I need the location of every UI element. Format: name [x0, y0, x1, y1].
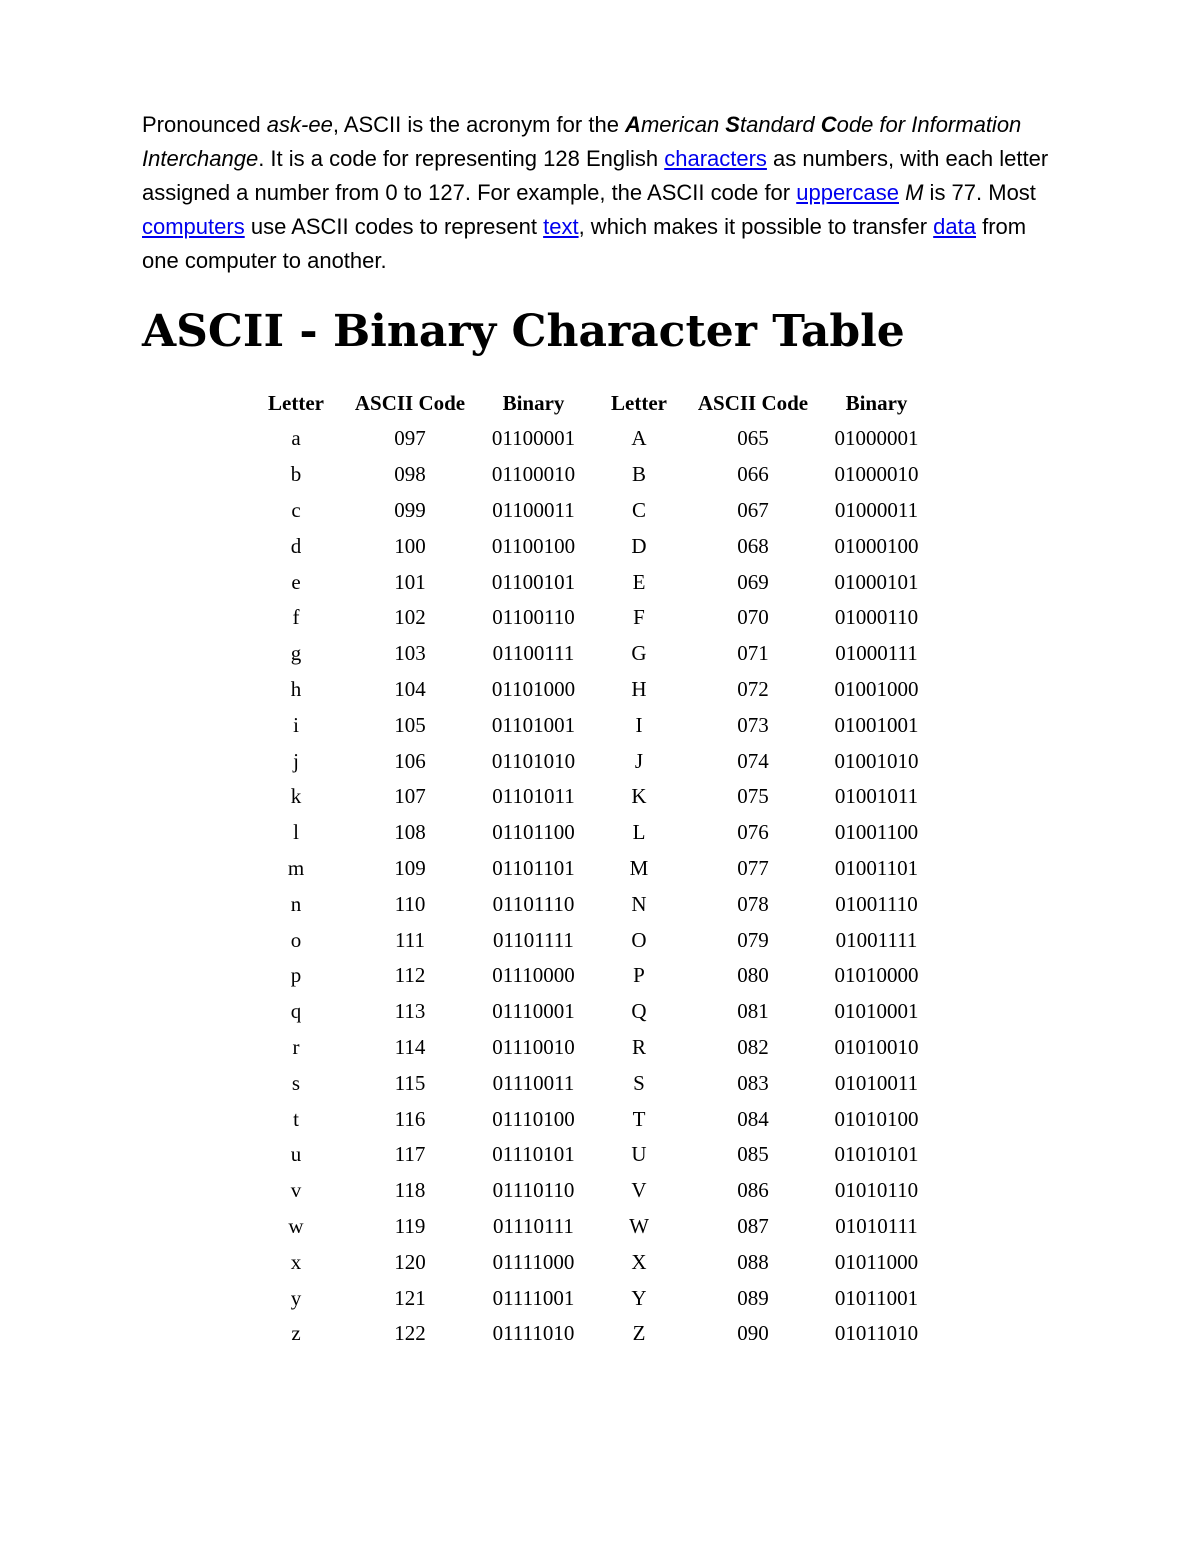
lowercase-letter: j — [293, 748, 299, 773]
lowercase-letter: r — [292, 1034, 300, 1059]
uppercase-binary: 01001010 — [834, 748, 919, 773]
table-row — [248, 1280, 934, 1316]
lowercase-letter: n — [290, 891, 302, 916]
uppercase-letter: P — [633, 963, 645, 988]
uppercase-ascii-code: 069 — [737, 569, 769, 594]
lowercase-letter: g — [290, 641, 302, 666]
intro-text: use ASCII codes to represent — [244, 214, 544, 239]
uppercase-binary: 01001100 — [834, 820, 919, 845]
uppercase-binary: 01000001 — [834, 426, 919, 451]
uppercase-ascii-code: 066 — [737, 462, 769, 487]
uppercase-letter: U — [631, 1142, 647, 1167]
link-computers[interactable]: computers — [142, 214, 245, 239]
uppercase-binary: 01010101 — [834, 1142, 919, 1167]
uppercase-letter: G — [631, 641, 647, 666]
lowercase-binary: 01110110 — [492, 1178, 575, 1203]
lowercase-letter: k — [290, 784, 302, 809]
lowercase-binary: 01110000 — [492, 963, 575, 988]
lowercase-ascii-code: 102 — [394, 605, 426, 630]
lowercase-letter: e — [291, 569, 301, 594]
uppercase-letter: O — [631, 927, 647, 952]
lowercase-binary: 01100011 — [492, 497, 575, 522]
lowercase-letter: u — [290, 1142, 302, 1167]
table-row — [248, 672, 934, 708]
lowercase-ascii-code: 107 — [394, 784, 426, 809]
table-row — [248, 886, 934, 922]
uppercase-binary: 01011001 — [834, 1285, 919, 1310]
uppercase-binary: 01011010 — [834, 1321, 919, 1346]
lowercase-letter: o — [290, 927, 302, 952]
lowercase-binary: 01101100 — [492, 820, 575, 845]
table-row — [248, 1065, 934, 1101]
lowercase-ascii-code: 105 — [394, 712, 426, 737]
lowercase-letter: b — [290, 462, 302, 487]
table-row — [248, 707, 934, 743]
uppercase-ascii-code: 072 — [737, 676, 769, 701]
link-text[interactable]: text — [543, 214, 579, 239]
header-ascii-code: ASCII Code — [354, 390, 466, 415]
uppercase-letter: I — [635, 712, 643, 737]
header-binary: Binary — [845, 390, 908, 415]
uppercase-letter: Z — [632, 1321, 646, 1346]
lowercase-binary: 01110001 — [492, 999, 575, 1024]
table-body — [248, 421, 934, 1352]
header-letter: Letter — [611, 390, 667, 415]
intro-text: from one computer to another. — [142, 214, 1027, 273]
uppercase-binary: 01010011 — [834, 1070, 919, 1095]
uppercase-ascii-code: 075 — [737, 784, 769, 809]
lowercase-letter: z — [291, 1321, 301, 1346]
table-row — [248, 1173, 934, 1209]
lowercase-binary: 01111001 — [492, 1285, 575, 1310]
table-row — [248, 815, 934, 851]
lowercase-binary: 01110010 — [492, 1034, 575, 1059]
lowercase-ascii-code: 109 — [394, 855, 426, 880]
lowercase-binary: 01100111 — [492, 641, 575, 666]
intro-paragraph — [142, 108, 1062, 278]
uppercase-ascii-code: 074 — [737, 748, 769, 773]
uppercase-ascii-code: 085 — [737, 1142, 769, 1167]
lowercase-ascii-code: 115 — [394, 1070, 426, 1095]
intro-text: , which makes it possible to transfer — [578, 214, 934, 239]
uppercase-letter: E — [632, 569, 646, 594]
link-characters[interactable]: characters — [664, 146, 767, 171]
lowercase-binary: 01110100 — [492, 1106, 575, 1131]
lowercase-ascii-code: 119 — [394, 1213, 426, 1238]
uppercase-ascii-code: 067 — [737, 497, 769, 522]
lowercase-letter: y — [290, 1285, 302, 1310]
uppercase-ascii-code: 090 — [737, 1321, 769, 1346]
lowercase-letter: h — [290, 676, 302, 701]
uppercase-ascii-code: 084 — [737, 1106, 769, 1131]
uppercase-letter: J — [634, 748, 644, 773]
uppercase-letter: B — [631, 462, 646, 487]
intro-text: , ASCII is the acronym for the — [332, 112, 626, 137]
uppercase-letter: Q — [631, 999, 647, 1024]
uppercase-ascii-code: 070 — [737, 605, 769, 630]
uppercase-ascii-code: 079 — [737, 927, 769, 952]
intro-text: as numbers, with each letter assigned a number from 0 to 127. For example, the ASCII code for — [142, 146, 1049, 205]
lowercase-letter: w — [288, 1213, 304, 1238]
lowercase-binary: 01101011 — [492, 784, 575, 809]
lowercase-ascii-code: 099 — [394, 497, 426, 522]
uppercase-letter: V — [631, 1178, 647, 1203]
lowercase-binary: 01101010 — [491, 748, 576, 773]
lowercase-ascii-code: 117 — [394, 1142, 426, 1167]
uppercase-binary: 01000100 — [834, 533, 919, 558]
uppercase-letter: W — [629, 1213, 649, 1238]
acronym-word: tandard — [739, 112, 821, 137]
uppercase-letter: R — [631, 1034, 646, 1059]
uppercase-binary: 01001011 — [834, 784, 919, 809]
lowercase-ascii-code: 118 — [394, 1178, 426, 1203]
page-title: ASCII - Binary Character Table — [142, 306, 905, 357]
lowercase-ascii-code: 120 — [394, 1249, 426, 1274]
lowercase-letter: q — [290, 999, 302, 1024]
table-row — [248, 1209, 934, 1245]
table-row — [248, 636, 934, 672]
lowercase-ascii-code: 100 — [394, 533, 426, 558]
uppercase-binary: 01000101 — [834, 569, 919, 594]
lowercase-binary: 01110011 — [492, 1070, 575, 1095]
table-row — [248, 1244, 934, 1280]
intro-text: Pronounced — [142, 112, 267, 137]
table-row — [248, 743, 934, 779]
lowercase-ascii-code: 104 — [394, 676, 426, 701]
uppercase-ascii-code: 083 — [737, 1070, 769, 1095]
lowercase-binary: 01100010 — [491, 462, 576, 487]
lowercase-ascii-code: 114 — [394, 1034, 426, 1059]
uppercase-letter: K — [631, 784, 647, 809]
table-header-row — [248, 385, 934, 421]
uppercase-letter: X — [631, 1249, 647, 1274]
uppercase-ascii-code: 081 — [737, 999, 769, 1024]
table-row — [248, 421, 934, 457]
table-row — [248, 528, 934, 564]
table-row — [248, 922, 934, 958]
link-uppercase[interactable]: uppercase — [796, 180, 899, 205]
uppercase-letter: D — [631, 533, 647, 558]
intro-text: is 77. Most — [923, 180, 1036, 205]
lowercase-letter: m — [287, 855, 305, 880]
table-row — [248, 600, 934, 636]
lowercase-binary: 01111000 — [492, 1249, 575, 1274]
uppercase-binary: 01001111 — [835, 927, 918, 952]
lowercase-binary: 01111010 — [492, 1321, 575, 1346]
uppercase-ascii-code: 086 — [737, 1178, 769, 1203]
lowercase-letter: p — [290, 963, 302, 988]
uppercase-letter: T — [632, 1106, 646, 1131]
acronym-letter-a: A — [625, 112, 641, 137]
uppercase-ascii-code: 076 — [737, 820, 769, 845]
uppercase-letter: C — [631, 497, 646, 522]
lowercase-ascii-code: 121 — [394, 1285, 426, 1310]
uppercase-binary: 01010100 — [834, 1106, 919, 1131]
lowercase-ascii-code: 098 — [394, 462, 426, 487]
lowercase-ascii-code: 116 — [394, 1106, 426, 1131]
lowercase-ascii-code: 110 — [394, 891, 426, 916]
lowercase-binary: 01110101 — [492, 1142, 575, 1167]
header-binary: Binary — [502, 390, 565, 415]
lowercase-ascii-code: 122 — [394, 1321, 426, 1346]
uppercase-ascii-code: 073 — [737, 712, 769, 737]
uppercase-binary: 01000110 — [834, 605, 919, 630]
ascii-table — [248, 385, 934, 1352]
example-letter: M — [905, 180, 924, 205]
uppercase-ascii-code: 068 — [737, 533, 769, 558]
lowercase-binary: 01110111 — [493, 1213, 574, 1238]
lowercase-letter: x — [290, 1249, 302, 1274]
uppercase-binary: 01001000 — [834, 676, 919, 701]
uppercase-ascii-code: 077 — [737, 855, 769, 880]
header-letter: Letter — [268, 390, 324, 415]
lowercase-binary: 01100101 — [491, 569, 576, 594]
table-row — [248, 457, 934, 493]
uppercase-binary: 01010010 — [834, 1034, 919, 1059]
lowercase-ascii-code: 113 — [394, 999, 426, 1024]
uppercase-binary: 01001001 — [834, 712, 919, 737]
lowercase-ascii-code: 097 — [394, 426, 426, 451]
link-data[interactable]: data — [933, 214, 976, 239]
uppercase-ascii-code: 071 — [737, 641, 769, 666]
uppercase-letter: L — [632, 820, 646, 845]
uppercase-letter: S — [633, 1070, 645, 1095]
acronym-word: ode for — [836, 112, 906, 137]
lowercase-letter: a — [291, 426, 301, 451]
uppercase-letter: F — [633, 605, 645, 630]
lowercase-binary: 01101101 — [492, 855, 575, 880]
lowercase-ascii-code: 101 — [394, 569, 426, 594]
uppercase-letter: H — [631, 676, 647, 701]
lowercase-letter: s — [291, 1070, 301, 1095]
uppercase-letter: Y — [631, 1285, 647, 1310]
uppercase-ascii-code: 088 — [737, 1249, 769, 1274]
lowercase-binary: 01100110 — [492, 605, 575, 630]
lowercase-binary: 01101111 — [493, 927, 574, 952]
table-row — [248, 1030, 934, 1066]
lowercase-letter: v — [290, 1178, 302, 1203]
pronunciation: ask-ee — [266, 112, 333, 137]
acronym-letter-s: S — [725, 112, 740, 137]
table-row — [248, 564, 934, 600]
uppercase-letter: M — [629, 855, 649, 880]
acronym-word: merican — [640, 112, 726, 137]
uppercase-binary: 01011000 — [834, 1249, 919, 1274]
table-row — [248, 1316, 934, 1352]
lowercase-binary: 01101001 — [491, 712, 576, 737]
intro-text: . It is a code for representing 128 English — [258, 146, 665, 171]
lowercase-letter: d — [290, 533, 302, 558]
uppercase-binary: 01000111 — [835, 641, 918, 666]
uppercase-binary: 01010111 — [835, 1213, 918, 1238]
lowercase-binary: 01100001 — [491, 426, 576, 451]
uppercase-binary: 01000010 — [834, 462, 919, 487]
uppercase-binary: 01000011 — [834, 497, 919, 522]
lowercase-letter: c — [291, 497, 301, 522]
lowercase-ascii-code: 103 — [394, 641, 426, 666]
uppercase-binary: 01010110 — [834, 1178, 919, 1203]
uppercase-binary: 01001110 — [835, 891, 918, 916]
lowercase-ascii-code: 108 — [394, 820, 426, 845]
uppercase-binary: 01010000 — [834, 963, 919, 988]
lowercase-letter: i — [293, 712, 299, 737]
lowercase-ascii-code: 112 — [394, 963, 426, 988]
table-row — [248, 1101, 934, 1137]
uppercase-ascii-code: 089 — [737, 1285, 769, 1310]
lowercase-binary: 01100100 — [491, 533, 576, 558]
header-ascii-code: ASCII Code — [697, 390, 809, 415]
lowercase-ascii-code: 106 — [394, 748, 426, 773]
table-row — [248, 493, 934, 529]
uppercase-ascii-code: 078 — [737, 891, 769, 916]
lowercase-letter: l — [293, 820, 299, 845]
uppercase-binary: 01010001 — [834, 999, 919, 1024]
acronym-word: Information Interchange — [142, 112, 1022, 171]
table-row — [248, 994, 934, 1030]
uppercase-ascii-code: 082 — [737, 1034, 769, 1059]
lowercase-ascii-code: 111 — [395, 927, 425, 952]
uppercase-binary: 01001101 — [834, 855, 919, 880]
acronym-letter-c: C — [820, 112, 837, 137]
uppercase-ascii-code: 087 — [737, 1213, 769, 1238]
lowercase-binary: 01101000 — [491, 676, 576, 701]
uppercase-letter: A — [631, 426, 647, 451]
table-row — [248, 851, 934, 887]
table-row — [248, 779, 934, 815]
uppercase-ascii-code: 065 — [737, 426, 769, 451]
uppercase-ascii-code: 080 — [737, 963, 769, 988]
lowercase-letter: f — [292, 605, 300, 630]
table-row — [248, 958, 934, 994]
table-row — [248, 1137, 934, 1173]
lowercase-letter: t — [293, 1106, 299, 1131]
uppercase-letter: N — [631, 891, 647, 916]
lowercase-binary: 01101110 — [492, 891, 575, 916]
